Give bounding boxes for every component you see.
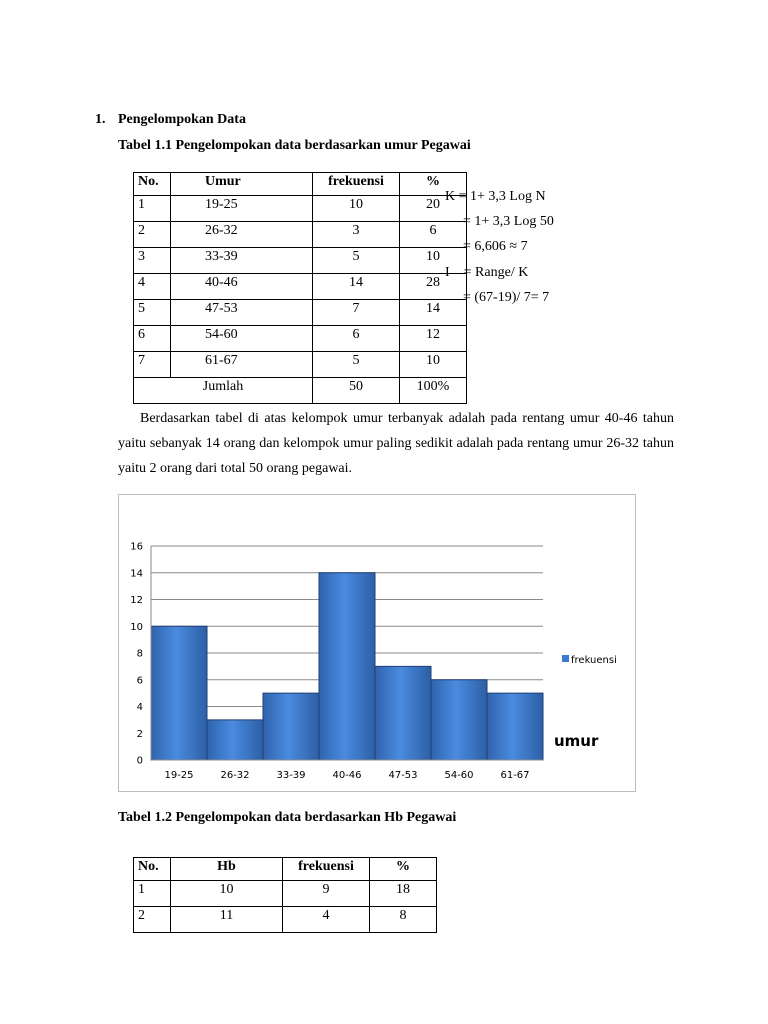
y-tick-label: 2 (136, 728, 143, 740)
cell-umur: 33-39 (171, 248, 313, 274)
cell-percent: 8 (370, 907, 437, 933)
cell-total-freq: 50 (313, 378, 400, 404)
cell-no: 2 (134, 907, 171, 933)
cell-umur: 54-60 (171, 326, 313, 352)
x-tick-label: 40-46 (332, 770, 362, 781)
cell-no: 1 (134, 196, 171, 222)
formula-k-line2: = 1+ 3,3 Log 50 (463, 214, 554, 229)
bar (431, 680, 487, 760)
formula-i-line2: = (67-19)/ 7= 7 (463, 290, 550, 305)
table-total-row (134, 378, 467, 404)
x-tick-label: 19-25 (164, 770, 194, 781)
y-tick-label: 10 (130, 621, 143, 633)
cell-umur: 19-25 (171, 196, 313, 222)
y-tick-label: 14 (130, 568, 143, 580)
table-row (134, 907, 437, 933)
table-row (134, 196, 467, 222)
header-percent: % (370, 858, 437, 881)
cell-frekuensi: 5 (313, 248, 400, 274)
cell-no: 5 (134, 300, 171, 326)
header-frekuensi: frekuensi (283, 858, 370, 881)
y-tick-label: 6 (136, 675, 143, 687)
table-umur (133, 172, 467, 404)
y-tick-label: 12 (130, 595, 143, 606)
table-row (134, 222, 467, 248)
cell-hb: 10 (171, 881, 283, 907)
header-no: No. (134, 858, 171, 881)
cell-total-label: Jumlah (134, 378, 313, 404)
cell-no: 1 (134, 881, 171, 907)
x-tick-label: 26-32 (220, 770, 250, 781)
x-tick-label: 61-67 (500, 770, 530, 781)
bar (487, 693, 543, 760)
cell-no: 2 (134, 222, 171, 248)
cell-percent: 14 (400, 300, 467, 326)
x-tick-label: 33-39 (276, 770, 306, 781)
bars (151, 573, 543, 760)
header-no: No. (134, 173, 171, 196)
cell-no: 4 (134, 274, 171, 300)
table-row (134, 326, 467, 352)
y-tick-label: 8 (136, 648, 143, 660)
bar (375, 666, 431, 760)
cell-no: 7 (134, 352, 171, 378)
formula-i-line1: I = Range/ K (445, 265, 529, 280)
cell-umur: 47-53 (171, 300, 313, 326)
cell-umur: 40-46 (171, 274, 313, 300)
x-tick-label: 54-60 (444, 770, 474, 781)
cell-frekuensi: 9 (283, 881, 370, 907)
cell-frekuensi: 10 (313, 196, 400, 222)
section-title: Pengelompokan Data (118, 112, 246, 127)
paragraph: Berdasarkan tabel di atas kelompok umur terbanyak adalah pada rentang umur 40-46 tahun yaitu sebanyak 14 orang dan kelompok umur paling sedikit adalah pada rentang umur 26-32 tahun yaitu 2 orang dari total 50 orang pegawai. (118, 411, 674, 476)
header-hb: Hb (171, 858, 283, 881)
bar (207, 720, 263, 760)
table-hb (133, 857, 437, 933)
cell-frekuensi: 3 (313, 222, 400, 248)
cell-percent: 6 (400, 222, 467, 248)
formula-k-line1: K = 1+ 3,3 Log N (445, 189, 546, 204)
bar (263, 693, 319, 760)
table-row (134, 248, 467, 274)
table-row (134, 274, 467, 300)
cell-frekuensi: 4 (283, 907, 370, 933)
cell-percent: 28 (400, 274, 467, 300)
y-tick-label: 4 (136, 702, 143, 713)
table2-caption: Tabel 1.2 Pengelompokan data berdasarkan Hb Pegawai (118, 810, 457, 825)
cell-percent: 10 (400, 248, 467, 274)
cell-frekuensi: 14 (313, 274, 400, 300)
cell-no: 3 (134, 248, 171, 274)
cell-percent: 20 (400, 196, 467, 222)
cell-umur: 26-32 (171, 222, 313, 248)
cell-percent: 12 (400, 326, 467, 352)
legend-swatch (562, 655, 569, 662)
cell-total-pct: 100% (400, 378, 467, 404)
header-frekuensi: frekuensi (313, 173, 400, 196)
bar (151, 626, 207, 760)
y-tick-label: 16 (130, 541, 143, 553)
cell-no: 6 (134, 326, 171, 352)
cell-frekuensi: 7 (313, 300, 400, 326)
histogram-chart (118, 494, 636, 792)
x-axis-label: umur (554, 732, 599, 750)
table-row (134, 352, 467, 378)
cell-umur: 61-67 (171, 352, 313, 378)
legend (562, 655, 617, 666)
y-tick-label: 0 (136, 755, 143, 767)
table1-caption: Tabel 1.1 Pengelompokan data berdasarkan umur Pegawai (118, 138, 471, 153)
histogram-svg (119, 495, 635, 791)
table-row (134, 300, 467, 326)
legend-label: frekuensi (571, 655, 617, 666)
cell-hb: 11 (171, 907, 283, 933)
cell-frekuensi: 5 (313, 352, 400, 378)
table-row (134, 881, 437, 907)
table-header-row (134, 173, 467, 196)
bar (319, 573, 375, 760)
header-umur: Umur (171, 173, 313, 196)
cell-percent: 10 (400, 352, 467, 378)
cell-percent: 18 (370, 881, 437, 907)
section-number: 1. (95, 112, 106, 127)
header-percent: % (400, 173, 467, 196)
x-tick-label: 47-53 (388, 770, 418, 781)
table-header-row (134, 858, 437, 881)
cell-frekuensi: 6 (313, 326, 400, 352)
formula-k-line3: = 6,606 ≈ 7 (463, 239, 528, 254)
